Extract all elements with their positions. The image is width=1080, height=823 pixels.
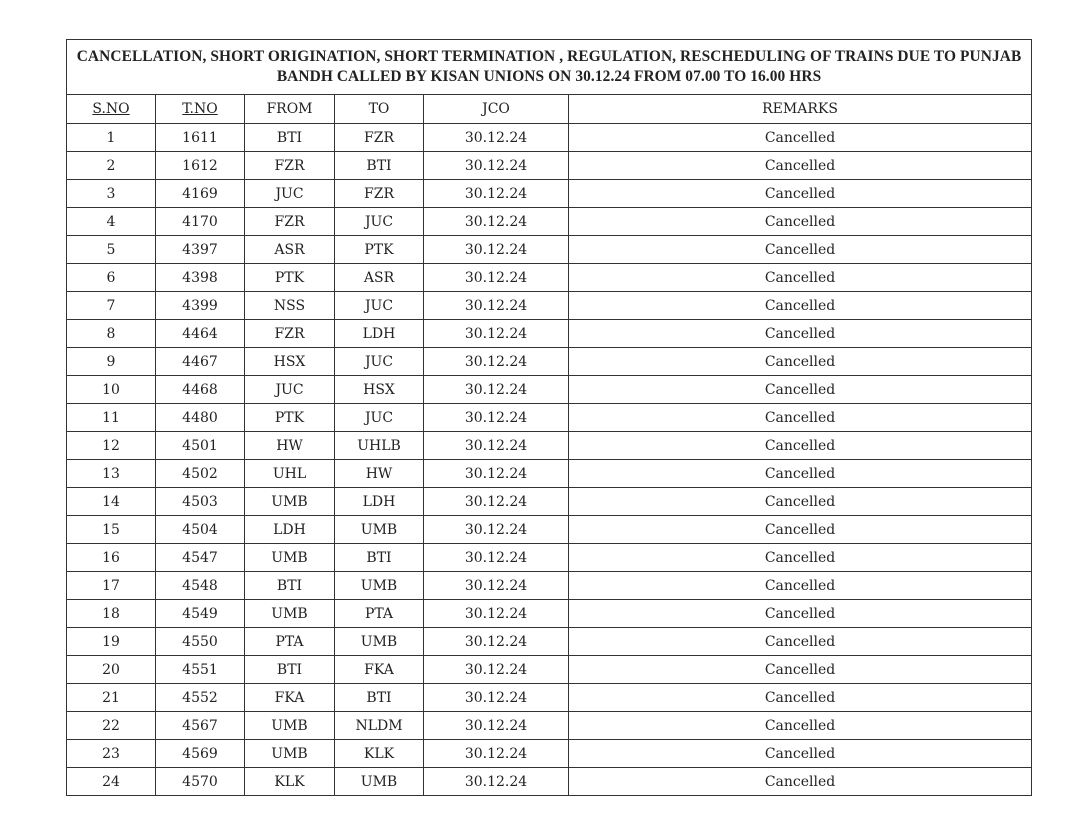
table-row	[67, 264, 1032, 292]
cell-remarks: Cancelled	[569, 740, 1032, 768]
cell-from: FZR	[245, 208, 335, 236]
cell-sno: 5	[67, 236, 156, 264]
table-row	[67, 208, 1032, 236]
title-line-1: CANCELLATION, SHORT ORIGINATION, SHORT TERMINATION , REGULATION, RESCHEDULING OF TRAINS DUE TO PUNJAB	[76, 48, 1022, 65]
cell-from: FZR	[245, 152, 335, 180]
cell-to: BTI	[335, 544, 424, 572]
header-remarks: REMARKS	[569, 95, 1032, 124]
cell-tno: 4502	[156, 460, 245, 488]
cell-remarks: Cancelled	[569, 684, 1032, 712]
cell-sno: 14	[67, 488, 156, 516]
cell-jco: 30.12.24	[424, 404, 569, 432]
table-row	[67, 376, 1032, 404]
cell-tno: 4551	[156, 656, 245, 684]
cell-sno: 11	[67, 404, 156, 432]
cell-to: ASR	[335, 264, 424, 292]
header-jco: JCO	[424, 95, 569, 124]
cell-jco: 30.12.24	[424, 264, 569, 292]
cell-to: BTI	[335, 152, 424, 180]
cell-jco: 30.12.24	[424, 376, 569, 404]
train-cancellation-document	[66, 39, 1031, 796]
cell-sno: 12	[67, 432, 156, 460]
header-to: TO	[335, 95, 424, 124]
cell-from: PTA	[245, 628, 335, 656]
cell-tno: 4397	[156, 236, 245, 264]
cell-to: JUC	[335, 292, 424, 320]
cell-from: KLK	[245, 768, 335, 796]
cell-to: HW	[335, 460, 424, 488]
cell-tno: 4552	[156, 684, 245, 712]
cell-to: LDH	[335, 320, 424, 348]
table-row	[67, 656, 1032, 684]
cell-from: BTI	[245, 572, 335, 600]
table-row	[67, 292, 1032, 320]
cell-remarks: Cancelled	[569, 376, 1032, 404]
cell-remarks: Cancelled	[569, 488, 1032, 516]
cell-jco: 30.12.24	[424, 180, 569, 208]
cell-tno: 4468	[156, 376, 245, 404]
cell-tno: 4504	[156, 516, 245, 544]
table-row	[67, 460, 1032, 488]
cell-jco: 30.12.24	[424, 152, 569, 180]
cell-to: LDH	[335, 488, 424, 516]
cell-remarks: Cancelled	[569, 656, 1032, 684]
cell-tno: 4467	[156, 348, 245, 376]
cell-tno: 4570	[156, 768, 245, 796]
table-row	[67, 180, 1032, 208]
table-body	[67, 124, 1032, 796]
cell-sno: 7	[67, 292, 156, 320]
cell-remarks: Cancelled	[569, 544, 1032, 572]
cell-jco: 30.12.24	[424, 516, 569, 544]
title-line-2: BANDH CALLED BY KISAN UNIONS ON 30.12.24 FROM 07.00 TO 16.00 HRS	[276, 68, 822, 85]
cell-to: BTI	[335, 684, 424, 712]
cell-sno: 15	[67, 516, 156, 544]
cell-to: FKA	[335, 656, 424, 684]
cell-remarks: Cancelled	[569, 460, 1032, 488]
cell-jco: 30.12.24	[424, 208, 569, 236]
cell-from: PTK	[245, 264, 335, 292]
cell-remarks: Cancelled	[569, 320, 1032, 348]
cell-to: NLDM	[335, 712, 424, 740]
cell-remarks: Cancelled	[569, 600, 1032, 628]
cell-remarks: Cancelled	[569, 264, 1032, 292]
cell-jco: 30.12.24	[424, 236, 569, 264]
table-row	[67, 432, 1032, 460]
cell-tno: 4547	[156, 544, 245, 572]
cell-jco: 30.12.24	[424, 656, 569, 684]
cell-tno: 4569	[156, 740, 245, 768]
cell-sno: 21	[67, 684, 156, 712]
cell-sno: 13	[67, 460, 156, 488]
cell-sno: 20	[67, 656, 156, 684]
cell-from: PTK	[245, 404, 335, 432]
cell-jco: 30.12.24	[424, 684, 569, 712]
table-row	[67, 684, 1032, 712]
table-row	[67, 600, 1032, 628]
table-row	[67, 236, 1032, 264]
cell-remarks: Cancelled	[569, 404, 1032, 432]
cell-from: FKA	[245, 684, 335, 712]
cell-tno: 4170	[156, 208, 245, 236]
table-header-row	[67, 95, 1032, 124]
cell-from: BTI	[245, 124, 335, 152]
table-row	[67, 152, 1032, 180]
cell-to: UMB	[335, 516, 424, 544]
cell-from: UMB	[245, 712, 335, 740]
cell-sno: 4	[67, 208, 156, 236]
document-title	[67, 40, 1032, 95]
cell-jco: 30.12.24	[424, 628, 569, 656]
cell-from: FZR	[245, 320, 335, 348]
cell-to: JUC	[335, 208, 424, 236]
cell-from: UMB	[245, 544, 335, 572]
cell-remarks: Cancelled	[569, 292, 1032, 320]
cancellation-table	[66, 39, 1032, 796]
cell-sno: 10	[67, 376, 156, 404]
cell-sno: 2	[67, 152, 156, 180]
cell-sno: 18	[67, 600, 156, 628]
header-sno: S.NO	[67, 95, 156, 124]
table-row	[67, 572, 1032, 600]
cell-tno: 4169	[156, 180, 245, 208]
cell-remarks: Cancelled	[569, 152, 1032, 180]
cell-jco: 30.12.24	[424, 544, 569, 572]
cell-sno: 19	[67, 628, 156, 656]
header-from: FROM	[245, 95, 335, 124]
table-row	[67, 488, 1032, 516]
cell-remarks: Cancelled	[569, 124, 1032, 152]
cell-sno: 9	[67, 348, 156, 376]
cell-jco: 30.12.24	[424, 600, 569, 628]
table-row	[67, 544, 1032, 572]
cell-remarks: Cancelled	[569, 236, 1032, 264]
cell-remarks: Cancelled	[569, 208, 1032, 236]
cell-tno: 1612	[156, 152, 245, 180]
cell-sno: 22	[67, 712, 156, 740]
cell-remarks: Cancelled	[569, 432, 1032, 460]
cell-tno: 4501	[156, 432, 245, 460]
cell-to: JUC	[335, 348, 424, 376]
cell-to: FZR	[335, 124, 424, 152]
cell-from: ASR	[245, 236, 335, 264]
cell-from: UMB	[245, 488, 335, 516]
cell-from: UHL	[245, 460, 335, 488]
cell-remarks: Cancelled	[569, 180, 1032, 208]
cell-sno: 16	[67, 544, 156, 572]
cell-sno: 24	[67, 768, 156, 796]
cell-jco: 30.12.24	[424, 712, 569, 740]
cell-sno: 1	[67, 124, 156, 152]
cell-to: PTK	[335, 236, 424, 264]
table-row	[67, 740, 1032, 768]
cell-jco: 30.12.24	[424, 572, 569, 600]
cell-jco: 30.12.24	[424, 320, 569, 348]
cell-jco: 30.12.24	[424, 768, 569, 796]
table-row	[67, 320, 1032, 348]
cell-jco: 30.12.24	[424, 124, 569, 152]
cell-sno: 17	[67, 572, 156, 600]
cell-from: JUC	[245, 376, 335, 404]
cell-tno: 4480	[156, 404, 245, 432]
table-row	[67, 124, 1032, 152]
cell-sno: 6	[67, 264, 156, 292]
cell-tno: 1611	[156, 124, 245, 152]
cell-from: HW	[245, 432, 335, 460]
table-row	[67, 516, 1032, 544]
cell-tno: 4548	[156, 572, 245, 600]
cell-jco: 30.12.24	[424, 348, 569, 376]
cell-from: JUC	[245, 180, 335, 208]
cell-jco: 30.12.24	[424, 460, 569, 488]
table-row	[67, 768, 1032, 796]
cell-to: UMB	[335, 768, 424, 796]
cell-tno: 4550	[156, 628, 245, 656]
table-row	[67, 404, 1032, 432]
cell-remarks: Cancelled	[569, 628, 1032, 656]
cell-to: UHLB	[335, 432, 424, 460]
cell-sno: 23	[67, 740, 156, 768]
cell-to: UMB	[335, 628, 424, 656]
cell-tno: 4399	[156, 292, 245, 320]
cell-to: FZR	[335, 180, 424, 208]
cell-to: UMB	[335, 572, 424, 600]
cell-tno: 4549	[156, 600, 245, 628]
cell-remarks: Cancelled	[569, 572, 1032, 600]
cell-sno: 3	[67, 180, 156, 208]
cell-jco: 30.12.24	[424, 488, 569, 516]
cell-jco: 30.12.24	[424, 292, 569, 320]
cell-tno: 4398	[156, 264, 245, 292]
cell-to: KLK	[335, 740, 424, 768]
cell-from: NSS	[245, 292, 335, 320]
cell-to: PTA	[335, 600, 424, 628]
cell-from: LDH	[245, 516, 335, 544]
cell-from: BTI	[245, 656, 335, 684]
cell-remarks: Cancelled	[569, 516, 1032, 544]
cell-remarks: Cancelled	[569, 348, 1032, 376]
cell-tno: 4503	[156, 488, 245, 516]
cell-to: HSX	[335, 376, 424, 404]
table-row	[67, 348, 1032, 376]
cell-remarks: Cancelled	[569, 712, 1032, 740]
cell-tno: 4567	[156, 712, 245, 740]
cell-from: HSX	[245, 348, 335, 376]
cell-remarks: Cancelled	[569, 768, 1032, 796]
cell-jco: 30.12.24	[424, 432, 569, 460]
cell-to: JUC	[335, 404, 424, 432]
cell-jco: 30.12.24	[424, 740, 569, 768]
cell-from: UMB	[245, 600, 335, 628]
header-tno: T.NO	[156, 95, 245, 124]
cell-tno: 4464	[156, 320, 245, 348]
table-row	[67, 712, 1032, 740]
table-row	[67, 628, 1032, 656]
cell-from: UMB	[245, 740, 335, 768]
cell-sno: 8	[67, 320, 156, 348]
